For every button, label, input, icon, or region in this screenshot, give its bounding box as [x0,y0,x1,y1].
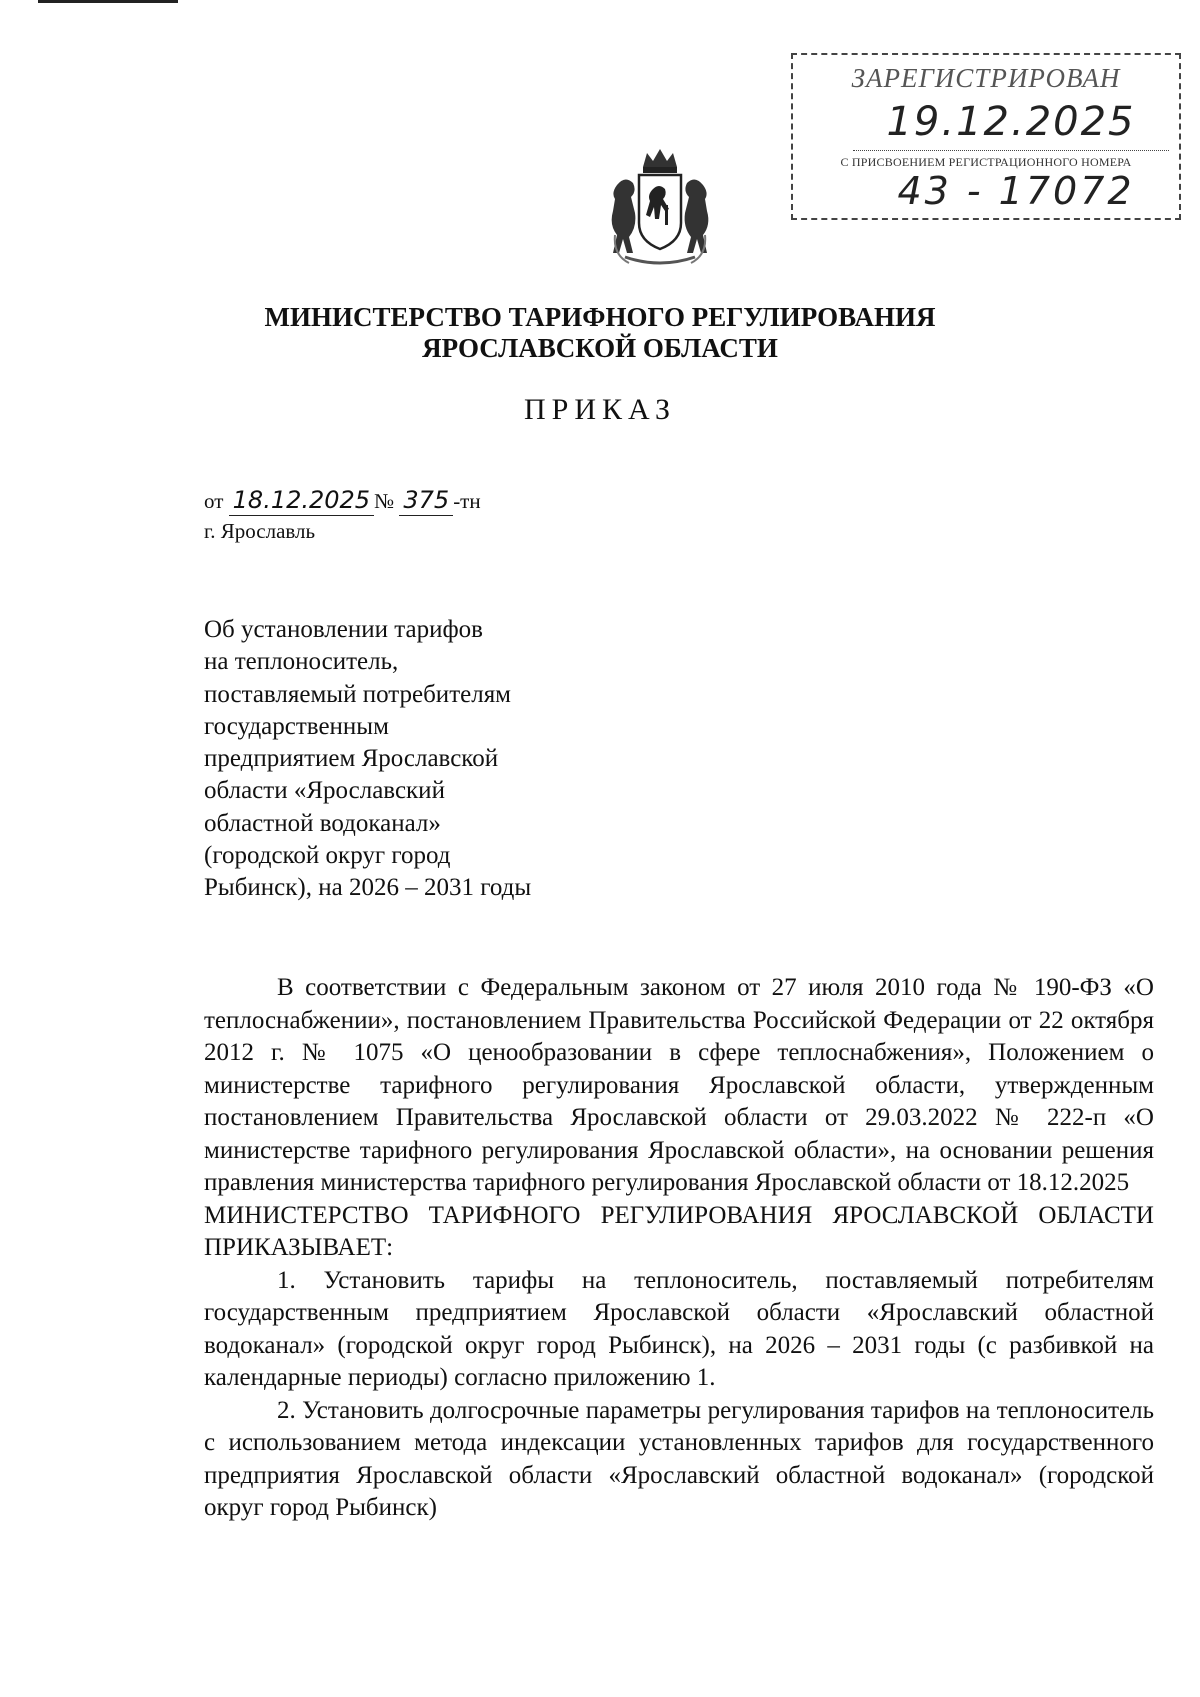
document-type: ПРИКАЗ [524,393,676,426]
order-item-1: 1. Установить тарифы на теплоноситель, поставляемый потребителям государственным предприятием Ярославской области «Ярославский областной водоканал» (городской округ город Рыбинск), на 2026 – 2031 годы (с разбивкой на календарные периоды) согласно приложению 1. [204,1266,1154,1391]
order-subject [204,614,604,905]
order-body [204,972,1154,1525]
subject-line: областной водоканал» [204,809,441,837]
subject-line: Рыбинск), на 2026 – 2031 годы [204,874,532,902]
preamble-paragraph: В соответствии с Федеральным законом от 27 июля 2010 года № 190-ФЗ «О теплоснабжении», постановлением Правительства Российской Федерации от 22 октября 2012 г. № 1075 «О ценообразовании в сфере теплоснабжения», Положением о министерстве тарифного регулирования Ярославской области, утвержденным постановлением Правительства Ярославской области от 29.03.2022 № 222-п «О министерстве тарифного регулирования Ярославской области», на основании решения правления министерства тарифного регулирования Ярославской области от 18.12.2025 [204,974,1154,1196]
ministry-line-1: МИНИСТЕРСТВО ТАРИФНОГО РЕГУЛИРОВАНИЯ [264,302,936,332]
number-label: № [374,489,395,513]
subject-line: Об установлении тарифов [204,616,483,643]
order-meta [204,485,481,546]
ministry-line-2: ЯРОСЛАВСКОЙ ОБЛАСТИ [422,333,778,363]
from-label: от [204,489,224,513]
decree-line: МИНИСТЕРСТВО ТАРИФНОГО РЕГУЛИРОВАНИЯ ЯРОСЛАВСКОЙ ОБЛАСТИ ПРИКАЗЫВАЕТ: [204,1201,1154,1261]
stamp-date: 19.12.2025 [886,99,1136,145]
subject-line: области «Ярославский [204,777,445,805]
number-suffix: -тн [453,489,481,513]
order-item-2: 2. Установить долгосрочные параметры регулирования тарифов на теплоноситель с использованием метода индексации установленных тарифов для государственного предприятия Ярославской области «Ярославский областной водоканал» (городской округ город Рыбинск) [204,1396,1154,1521]
order-number: 375 [399,485,453,516]
ministry-header [0,302,1200,364]
registration-stamp [791,53,1181,220]
top-rule [38,0,178,3]
stamp-title: ЗАРЕГИСТРИРОВАН [851,63,1121,93]
coat-of-arms-icon [595,145,725,275]
order-date: 18.12.2025 [229,485,374,516]
stamp-registration-number: 43 - 17072 [897,169,1135,213]
order-date-line [204,485,481,516]
stamp-divider [853,150,1169,151]
subject-line: на теплоноситель, [204,648,399,676]
subject-line: государственным [204,712,389,740]
order-city: г. Ярославль [204,519,316,543]
subject-line: поставляемый потребителям [204,680,512,708]
stamp-subtitle: С ПРИСВОЕНИЕМ РЕГИСТРАЦИОННОГО НОМЕРА [840,155,1132,169]
subject-line: (городской округ город [204,842,451,870]
subject-line: предприятием Ярославской [204,745,499,773]
